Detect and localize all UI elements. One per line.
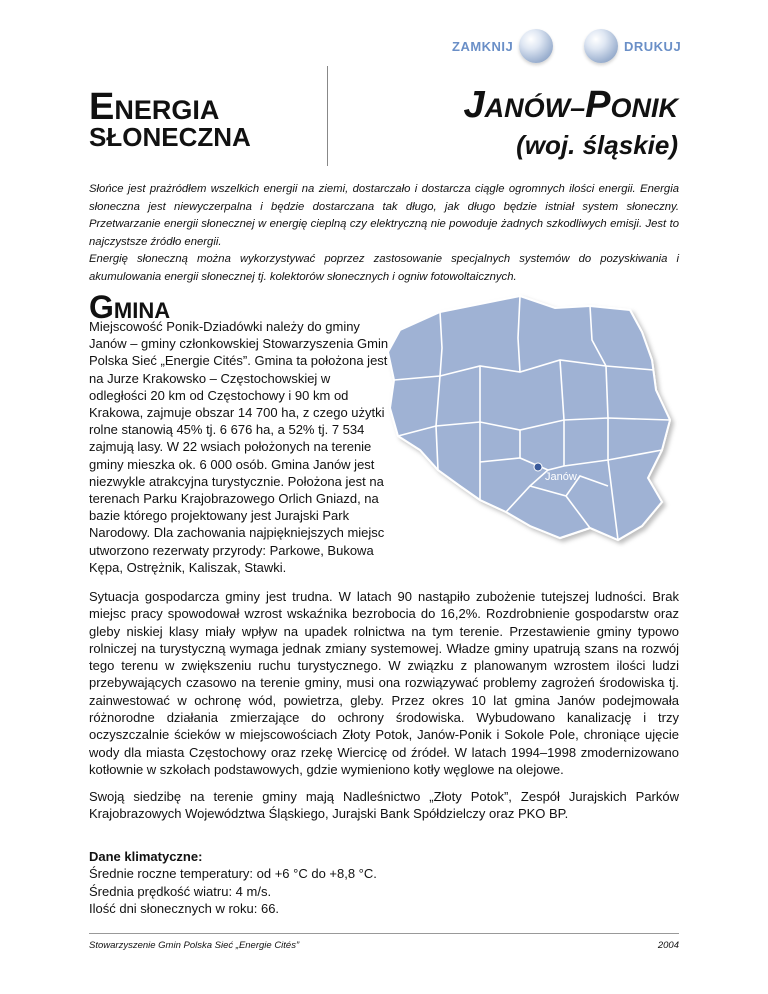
intro-text bbox=[89, 181, 679, 287]
janow-marker bbox=[534, 463, 542, 471]
poland-map bbox=[380, 290, 680, 560]
climate-wind: Średnia prędkość wiatru: 4 m/s. bbox=[89, 883, 272, 899]
title-energia: ENERGIA bbox=[89, 86, 220, 128]
title-wojewodztwo: (woj. śląskie) bbox=[516, 130, 678, 160]
intro-paragraph-2: Energię słoneczną można wykorzystywać poprzez zastosowanie specjalnych systemów do pozyskiwania i akumulowania energii słonecznej tj. kolektorów słonecznych i ogniw fotowoltaicznych. bbox=[89, 253, 679, 283]
economy-paragraph: Sytuacja gospodarcza gminy jest trudna. W latach 90 nastąpiło zubożenie tutejszej ludności. Brak miejsc pracy spowodował wzrost wskaźnika bezrobocia do 16,2%. Rozdrobnienie gospodarstw oraz gleby niskiej klasy miały wpływ na upadek rolnictwa na tym terenie. Przestawienie gminy typowo rolniczej na turystyczną wymaga jednak zmiany systemowej. Władze gminy upatrują szans na rozwój tego terenu w zwiększeniu ruchu turystycznego. W związku z planowanym wzrostem ilości ludzi przebywających czasowo na terenie gminy, musi ona rozwiązywać problemy zagrożeń środowiska tj. zainwestować w ochronę wód, powietrza, gleby. Przez okres 10 lat gmina Janów podejmowała różnorodne działania zmierzające do ochrony środowiska. Wybudowano kanalizację i trzy oczyszczalnie ścieków w miejscowościach Złoty Potok, Janów-Ponik i Sokole Pole, chroniące ujęcie wody dla miasta Częstochowy oraz rzekę Wiercicę od źródeł. W latach 1994–1998 zmodernizowano kotłownie w szkołach podstawowych, gdzie wymieniono kotły węglowe na olejowe. bbox=[89, 589, 679, 777]
footer-year: 2004 bbox=[657, 940, 679, 951]
climate-sunny-days: Ilość dni słonecznych w roku: 66. bbox=[89, 900, 280, 916]
close-button[interactable] bbox=[452, 28, 553, 64]
intro-paragraph-1: Słońce jest prażródłem wszelkich energii na ziemi, dostarczało i dostarcza ciągle ogromnych ilości energii. Energia słoneczna jest niewyczerpalna i będzie dostarczana tak długo, jak długo będzie istniał system słoneczny. Przetwarzanie energii słonecznej w energię cieplną czy elektryczną nie powoduje żadnych szkodliwych emisji. Jest to najczystsze źródło energii. bbox=[89, 183, 679, 248]
print-button[interactable] bbox=[584, 28, 681, 64]
print-bubble-icon bbox=[584, 29, 618, 63]
gmina-text: Miejscowość Ponik-Dziadówki należy do gminy Janów – gminy członkowskiej Stowarzyszenia Gmin Polska Sieć „Energie Cités”. Gmina ta położona jest na Jurze Krakowsko – Częstochowskiej w odległości 20 km od Częstochowy i 90 km od Krakowa, zajmuje obszar 14 700 ha, z czego użytki rolne stanowią 45% tj. 6 676 ha, a 52% tj. 7 534 zajmują lasy. W 22 wsiach położonych na terenie gminy mieszka ok. 6 000 osób. Gmina Janów jest niezwykle atrakcyjna turystycznie. Położona jest na terenach Parku Krajobrazowego Orlich Gniazd, na bazie którego projektowany jest Jurajski Park Narodowy. Dla zachowania najpiękniejszych miejsc utworzono rezerwaty przyrody: Parkowe, Bukowa Kępa, Ostrężnik, Kaliszak, Stawki. bbox=[89, 319, 389, 575]
gmina-heading: GMINA bbox=[89, 289, 171, 325]
close-label: ZAMKNIJ bbox=[452, 38, 514, 54]
climate-section bbox=[89, 848, 377, 917]
institutions-paragraph: Swoją siedzibę na terenie gminy mają Nadleśnictwo „Złoty Potok”, Zespół Jurajskich Parków Krajobrazowych Województwa Śląskiego, Jurajski Bank Spółdzielczy oraz PKO BP. bbox=[89, 789, 679, 822]
climate-temperature: Średnie roczne temperatury: od +6 °C do +8,8 °C. bbox=[89, 866, 377, 882]
climate-heading: Dane klimatyczne: bbox=[89, 849, 203, 864]
title-sloneczna: SŁONECZNA bbox=[89, 122, 251, 152]
title-janow-ponik: JANÓW–PONIK bbox=[463, 84, 678, 126]
footer-organization: Stowarzyszenie Gmin Polska Sieć „Energie Cités” bbox=[89, 940, 300, 951]
print-label: DRUKUJ bbox=[624, 38, 682, 54]
close-bubble-icon bbox=[519, 29, 553, 63]
title-divider bbox=[327, 66, 328, 166]
footer-divider bbox=[89, 933, 679, 934]
janow-label: Janów bbox=[545, 471, 577, 483]
